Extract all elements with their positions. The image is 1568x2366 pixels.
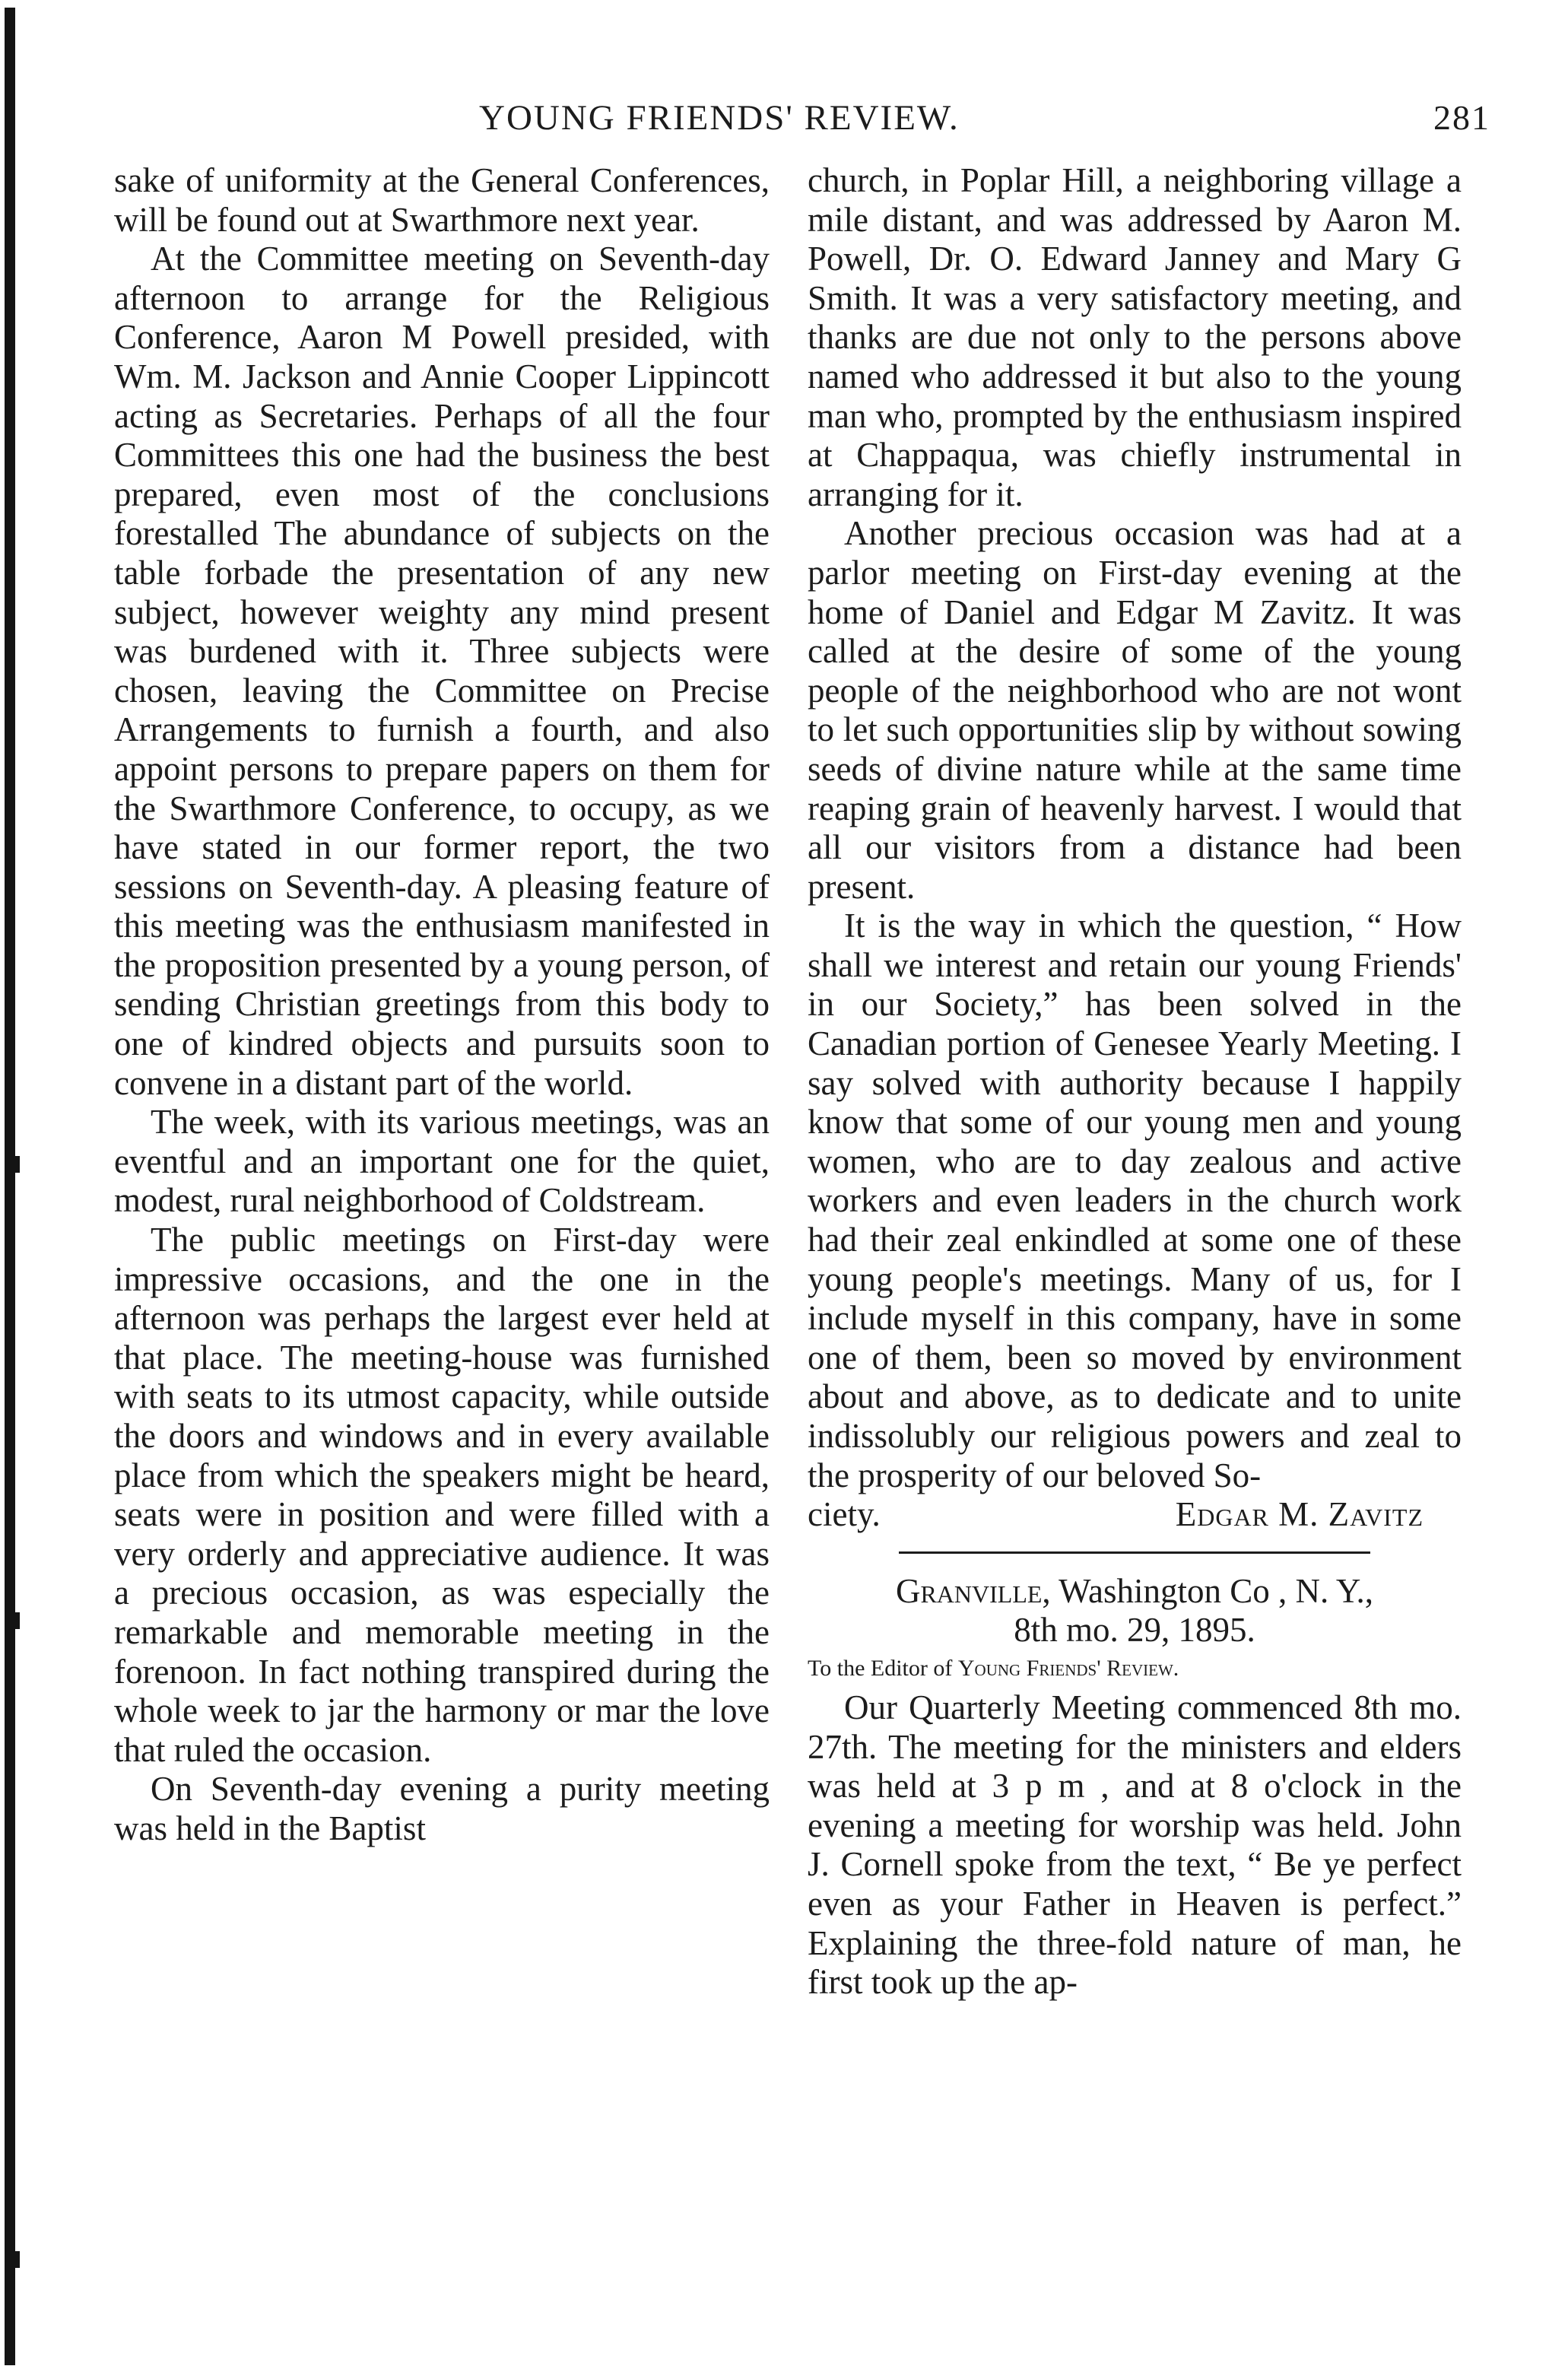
dateline-place: Granville, [895, 1571, 1051, 1610]
dateline-location: Washington Co , N. Y., [1059, 1571, 1374, 1610]
left-column [114, 161, 770, 1849]
editor-note [808, 1652, 1462, 1685]
section-divider [899, 1551, 1370, 1554]
paragraph: church, in Poplar Hill, a neighboring village a mile distant, and was addressed by Aaron M. Powell, Dr. O. Edward Janney and Mary G Smith. It was a very satisfactory meeting, and thanks are due not only to the persons above named who addressed it but also to the young man who, prompted by the enthusiasm inspired at Chappaqua, was chiefly instrumental in arranging for it. [808, 161, 1462, 513]
paragraph: The week, with its various meetings, was an eventful and an important one for the quiet, modest, rural neighborhood of Coldstream. [114, 1103, 770, 1220]
binding-mark [15, 2251, 20, 2268]
paragraph: sake of uniformity at the General Conferences, will be found out at Swarthmore next year. [114, 161, 770, 239]
signature-line [808, 1495, 1462, 1535]
paragraph: Another precious occasion was had at a parlor meeting on First-day evening at the home of Daniel and Edgar M Zavitz. It was called at the desire of some of the young people of the neighborhood who are not wont to let such opportunities slip by without sowing seeds of divine nature while at the same time reaping grain of heavenly harvest. I would that all our visitors from a distance had been present. [808, 514, 1462, 906]
editor-note-prefix: To the Editor of [808, 1655, 953, 1681]
dateline [808, 1572, 1462, 1612]
paragraph: It is the way in which the question, “ How shall we interest and retain our young Friends' in our Society,” has been solved in the Canadian portion of Genesee Yearly Meeting. I say solved with authority because I happily know that some of our young men and young women, who are to day zealous and active workers and even leaders in the church work had their zeal enkindled at some one of these young people's meetings. Many of us, for I include myself in this company, have in some one of them, been so moved by environment about and above, as to dedicate and to unite indissolubly our religious powers and zeal to the prosperity of our beloved So- [808, 907, 1462, 1494]
right-column [808, 161, 1462, 2002]
running-head: YOUNG FRIENDS' REVIEW. [479, 98, 960, 138]
dateline-date: 8th mo. 29, 1895. [1014, 1611, 1255, 1650]
page-number: 281 [1433, 98, 1490, 137]
binding-mark [15, 1612, 20, 1629]
binding-mark [15, 1156, 20, 1173]
author-signature: Edgar M. Zavitz [1175, 1495, 1424, 1534]
binding-edge [5, 8, 15, 2365]
page-header [106, 97, 1490, 151]
paragraph: On Seventh-day evening a purity meeting was held in the Baptist [114, 1770, 770, 1847]
closing-word: ciety. [808, 1495, 881, 1534]
editor-note-publication: Young Friends' Review. [957, 1655, 1179, 1681]
paragraph: Our Quarterly Meeting commenced 8th mo. 27th. The meeting for the ministers and elders was held at 3 p m , and at 8 o'clock in the evening a meeting for worship was held. John J. Cornell spoke from the text, “ Be ye perfect even as your Father in Heaven is perfect.” Explaining the three-fold nature of man, he first took up the ap- [808, 1688, 1462, 2002]
paragraph: At the Committee meeting on Seventh-day afternoon to arrange for the Religious Conference, Aaron M Powell presided, with Wm. M. Jackson and Annie Cooper Lippincott acting as Secretaries. Perhaps of all the four Committees this one had the business the best prepared, even most of the conclusions forestalled The abundance of subjects on the table forbade the presentation of any new subject, however weighty any mind present was burdened with it. Three subjects were chosen, leaving the Committee on Precise Arrangements to furnish a fourth, and also appoint persons to prepare papers on them for the Swarthmore Conference, to occupy, as we have stated in our former report, the two sessions on Seventh-day. A pleasing feature of this meeting was the enthusiasm manifested in the proposition presented by a young person, of sending Christian greetings from this body to one of kindred objects and pursuits soon to convene in a distant part of the world. [114, 240, 770, 1102]
paragraph: The public meetings on First-day were impressive occasions, and the one in the afternoon was perhaps the largest ever held at that place. The meeting-house was furnished with seats to its utmost capacity, while outside the doors and windows and in every available place from which the speakers might be heard, seats were in position and were filled with a very orderly and appreciative audience. It was a precious occasion, as was especially the remarkable and memorable meeting in the forenoon. In fact nothing transpired during the whole week to jar the harmony or mar the love that ruled the occasion. [114, 1221, 770, 1769]
